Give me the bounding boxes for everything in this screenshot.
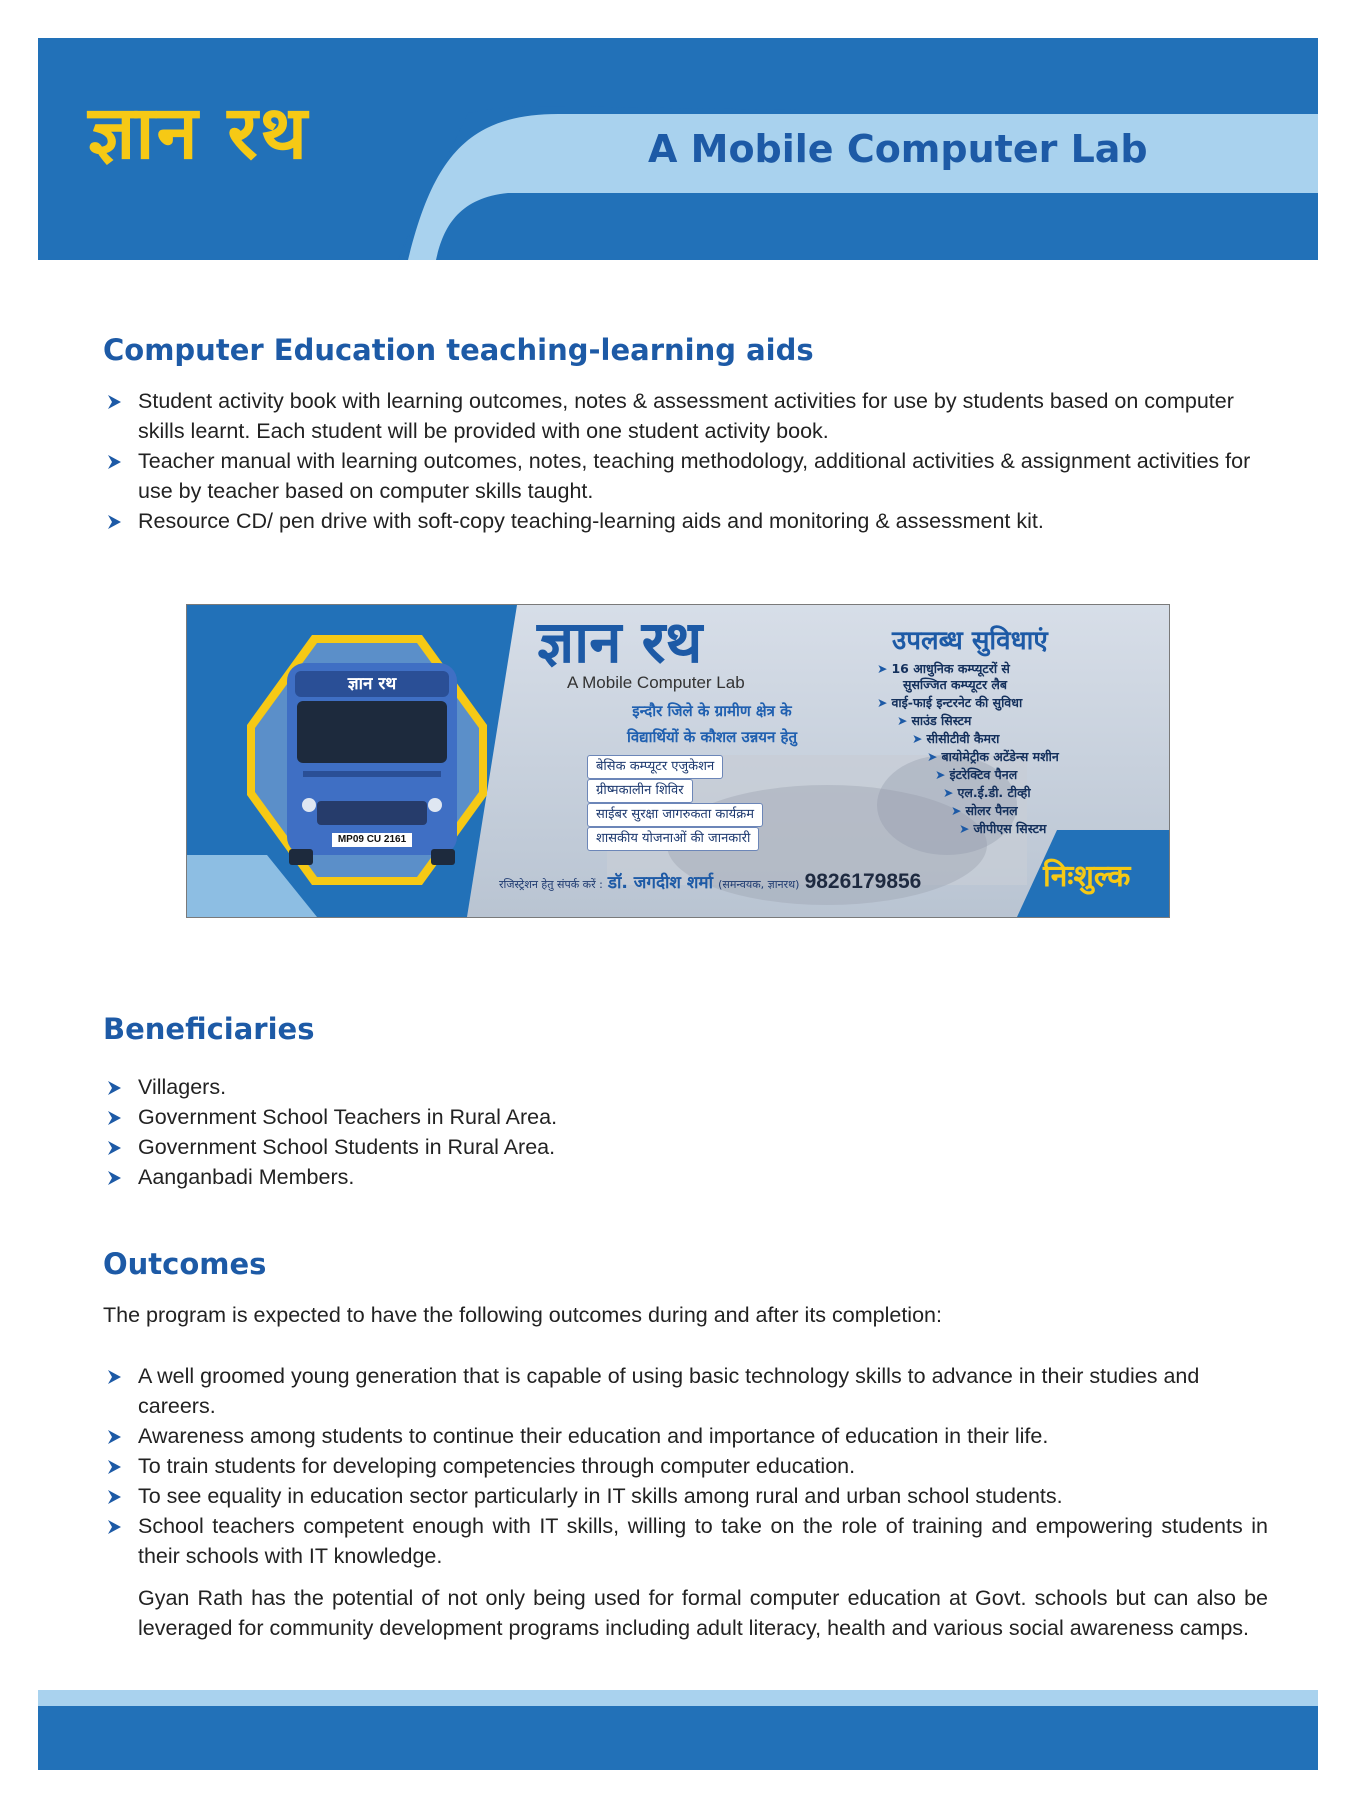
bus-sign-text: ज्ञान रथ bbox=[347, 674, 397, 694]
outcomes-heading: Outcomes bbox=[103, 1247, 267, 1281]
list-item: School teachers competent enough with IT skills, willing to take on the role of training and empowering students in their schools with IT knowledge. bbox=[103, 1511, 1268, 1571]
header-banner bbox=[38, 38, 1318, 260]
triangle-bullet-icon: ➤ bbox=[877, 695, 888, 710]
facility-item: सुसज्जित कम्प्यूटर लैब bbox=[903, 677, 1008, 692]
banner-tagline-2: विद्यार्थियों के कौशल उन्नयन हेतु bbox=[626, 728, 798, 746]
triangle-bullet-icon: ➤ bbox=[943, 785, 954, 800]
facility-item: ➤ जीपीएस सिस्टम bbox=[959, 821, 1047, 836]
facility-item: ➤ इंटरेक्टिव पैनल bbox=[935, 767, 1018, 782]
facilities-title: उपलब्ध सुविधाएं bbox=[892, 626, 1048, 656]
facility-item: ➤ वाई-फाई इन्टरनेट की सुविधा bbox=[877, 695, 1023, 710]
list-item: Student activity book with learning outcomes, notes & assessment activities for use by students based on computer skills learnt. Each student will be provided with one student activity book. bbox=[103, 386, 1268, 446]
beneficiaries-list bbox=[103, 1072, 1268, 1192]
footer-dark-band bbox=[38, 1706, 1318, 1770]
beneficiaries-heading: Beneficiaries bbox=[103, 1012, 315, 1046]
triangle-bullet-icon: ➤ bbox=[912, 731, 923, 746]
triangle-bullet-icon: ➤ bbox=[951, 803, 962, 818]
list-item: To train students for developing competencies through computer education. bbox=[103, 1451, 1268, 1481]
list-item: Villagers. bbox=[103, 1072, 1268, 1102]
header-hindi-title: ज्ञान रथ bbox=[88, 90, 309, 176]
facility-item: ➤ सीसीटीवी कैमरा bbox=[912, 731, 1000, 746]
banner-hindi-title: ज्ञान रथ bbox=[537, 608, 703, 676]
program-pill: ग्रीष्मकालीन शिविर bbox=[587, 779, 693, 803]
facility-item: ➤ 16 आधुनिक कम्प्यूटरों से bbox=[877, 661, 1010, 676]
header-subtitle: A Mobile Computer Lab bbox=[648, 127, 1148, 171]
contact-role: (समन्वयक, ज्ञानरथ) bbox=[718, 878, 800, 891]
arrow-bullet-icon bbox=[106, 1429, 122, 1445]
arrow-bullet-icon bbox=[106, 1110, 122, 1126]
arrow-bullet-icon bbox=[106, 1369, 122, 1385]
arrow-bullet-icon bbox=[106, 1519, 122, 1535]
aids-heading: Computer Education teaching-learning aids bbox=[103, 333, 814, 367]
triangle-bullet-icon: ➤ bbox=[959, 821, 970, 836]
arrow-bullet-icon bbox=[106, 1080, 122, 1096]
arrow-bullet-icon bbox=[106, 394, 122, 410]
list-item: Government School Students in Rural Area. bbox=[103, 1132, 1268, 1162]
outcomes-list bbox=[103, 1361, 1268, 1571]
free-label: निःशुल्क bbox=[1043, 859, 1131, 894]
program-pill: शासकीय योजनाओं की जानकारी bbox=[587, 827, 759, 851]
triangle-bullet-icon: ➤ bbox=[877, 661, 888, 676]
contact-name: डॉ. जगदीश शर्मा bbox=[607, 873, 714, 893]
triangle-bullet-icon: ➤ bbox=[897, 713, 908, 728]
aids-list bbox=[103, 386, 1268, 536]
banner-subtitle: A Mobile Computer Lab bbox=[567, 673, 745, 692]
list-item: Teacher manual with learning outcomes, notes, teaching methodology, additional activities & assignment activities for use by teacher based on computer skills taught. bbox=[103, 446, 1268, 506]
banner-tagline-1: इन्दौर जिले के ग्रामीण क्षेत्र के bbox=[632, 702, 792, 720]
contact-label: रजिस्ट्रेशन हेतु संपर्क करें : bbox=[499, 878, 603, 891]
facility-item: ➤ सोलर पैनल bbox=[951, 803, 1018, 818]
footer-light-band bbox=[38, 1690, 1318, 1706]
list-item: Awareness among students to continue their education and importance of education in their life. bbox=[103, 1421, 1268, 1451]
arrow-bullet-icon bbox=[106, 454, 122, 470]
program-pill: साईबर सुरक्षा जागरुकता कार्यक्रम bbox=[587, 803, 763, 827]
list-item: Aanganbadi Members. bbox=[103, 1162, 1268, 1192]
banner-contact-line bbox=[499, 870, 921, 894]
outcomes-closing-paragraph: Gyan Rath has the potential of not only being used for formal computer education at Govt. schools but can also be leveraged for community development programs including adult literacy, health and various social awareness camps. bbox=[138, 1586, 1268, 1640]
contact-phone: 9826179856 bbox=[804, 870, 922, 893]
list-item: To see equality in education sector particularly in IT skills among rural and urban school students. bbox=[103, 1481, 1268, 1511]
facility-item: ➤ एल.ई.डी. टीव्ही bbox=[943, 785, 1031, 800]
list-item: Government School Teachers in Rural Area. bbox=[103, 1102, 1268, 1132]
triangle-bullet-icon: ➤ bbox=[927, 749, 938, 764]
arrow-bullet-icon bbox=[106, 1140, 122, 1156]
arrow-bullet-icon bbox=[106, 1459, 122, 1475]
triangle-bullet-icon: ➤ bbox=[935, 767, 946, 782]
program-pill: बेसिक कम्प्यूटर एजुकेशन bbox=[587, 755, 723, 779]
gyan-rath-banner bbox=[186, 604, 1170, 918]
facility-item: ➤ साउंड सिस्टम bbox=[897, 713, 972, 728]
arrow-bullet-icon bbox=[106, 1489, 122, 1505]
list-item: A well groomed young generation that is capable of using basic technology skills to advance in their studies and careers. bbox=[103, 1361, 1268, 1421]
list-item: Resource CD/ pen drive with soft-copy teaching-learning aids and monitoring & assessment kit. bbox=[103, 506, 1268, 536]
outcomes-intro: The program is expected to have the following outcomes during and after its completion: bbox=[103, 1303, 942, 1327]
arrow-bullet-icon bbox=[106, 514, 122, 530]
facility-item: ➤ बायोमेट्रीक अटेंडेन्स मशीन bbox=[927, 749, 1059, 764]
bus-number-plate: MP09 CU 2161 bbox=[337, 834, 407, 845]
arrow-bullet-icon bbox=[106, 1170, 122, 1186]
